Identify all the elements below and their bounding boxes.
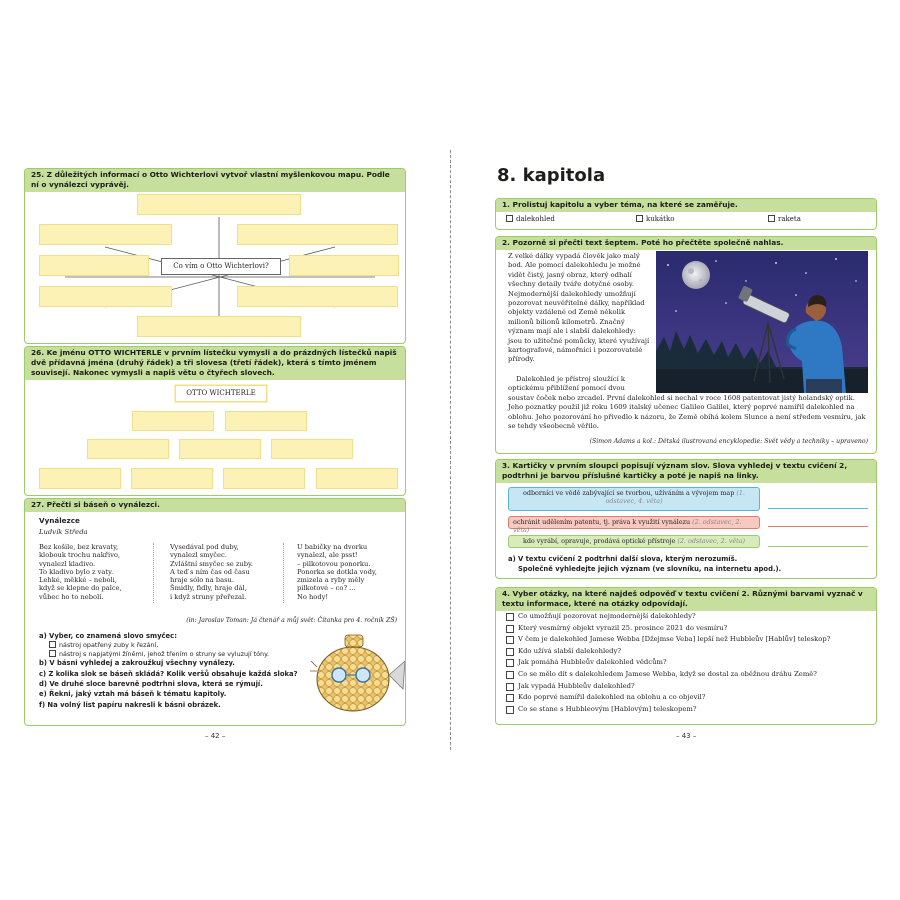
poem-stanza-1: Bez košile, bez kravaty, klobouk trochu nakřivo, vynalezl kladivo. To kladivo bylo z vaty. Lehké, měkké – neboli, když se klepne do palce, vůbec ho to nebolí. — [39, 543, 122, 601]
card-source: (2. odstavec, 2. věta) — [677, 537, 746, 545]
checkbox[interactable] — [768, 215, 775, 222]
exercise-2 — [495, 236, 877, 454]
adjective-slip[interactable] — [225, 411, 307, 431]
paragraph-2-rest: soustav čoček nebo zrcadel. První dalekohled si nechal v roce 1608 patentovat jistý holandský optik. Jeho poznatky použil již roku 1609 italský učenec Galileo Galilei, který poprvé namířil dalekohled na oblohu. Jeho pozorování ho přivedlo k názoru, že Země obíhá kolem Slunce a není středem vesmíru, jak se tehdy všeobecně věřilo. — [508, 394, 866, 431]
question-row[interactable] — [506, 657, 872, 669]
question-list — [506, 611, 872, 715]
page-number-left: – 42 – — [205, 732, 226, 740]
verb-slip[interactable] — [179, 439, 261, 459]
definition-card-red — [508, 516, 760, 535]
task-f: f) Na volný list papíru nakresli k básni obrázek. — [39, 700, 221, 709]
mind-map-box[interactable] — [39, 224, 172, 245]
task-a-option-2[interactable] — [39, 650, 319, 658]
exercise-4 — [495, 587, 877, 725]
mind-map-box[interactable] — [39, 255, 149, 276]
stanza-separator — [153, 543, 154, 603]
question-text: Jak vypadá Hubbleův dalekohled? — [518, 681, 635, 690]
verb-slip[interactable] — [271, 439, 353, 459]
exercise-1 — [495, 198, 877, 230]
mind-map-box[interactable] — [289, 255, 399, 276]
sentence-slip[interactable] — [39, 468, 121, 489]
task-c: c) Z kolika slok se báseň skládá? Kolik veršů obsahuje každá sloka? — [39, 669, 298, 678]
sentence-slip[interactable] — [316, 468, 398, 489]
task-3a — [508, 554, 781, 574]
page-number-right: – 43 – — [676, 732, 697, 740]
card-text: ochránit udělením patentu, tj. práva k využití vynálezu — [513, 518, 691, 526]
question-row[interactable] — [506, 692, 872, 704]
sentence-slip[interactable] — [131, 468, 213, 489]
definition-card-blue — [508, 487, 760, 511]
mind-map-box[interactable] — [237, 224, 398, 245]
question-text: Který vesmírný objekt vyrazil 25. prosince 2021 do vesmíru? — [518, 623, 728, 632]
option-text: nástroj opatřený zuby k řezání, — [59, 641, 159, 650]
question-text: Jak pomáhá Hubbleův dalekohled vědcům? — [518, 658, 667, 667]
checkbox[interactable] — [506, 636, 514, 644]
exercise-25-heading: 25. Z důležitých informací o Otto Wichterlovi vytvoř vlastní myšlenkovou mapu. Podle ní o vynálezci vyprávěj. — [25, 169, 405, 192]
checkbox[interactable] — [506, 613, 514, 621]
sentence-slip[interactable] — [223, 468, 305, 489]
question-text: Co se mělo dít s dalekohledem Jamese Webba, když se dostal za oběžnou dráhu Země? — [518, 669, 817, 678]
submarine-illustration — [309, 631, 406, 721]
mind-map-box[interactable] — [137, 316, 301, 337]
checkbox[interactable] — [506, 659, 514, 667]
verb-slip[interactable] — [87, 439, 169, 459]
question-row[interactable] — [506, 634, 872, 646]
checkbox[interactable] — [506, 671, 514, 679]
card-source: (1. odstavec, 4. věta) — [605, 489, 745, 506]
checkbox[interactable] — [49, 650, 56, 657]
option-text: dalekohled — [516, 215, 555, 223]
poem-stanza-3: U babičky na dvorku vynalezl, ale psst! – pilkotovou ponorku. Ponorka se dotkla vody, zmizela a ryby měly pilkotové – co? ... No hody! — [297, 543, 377, 601]
exercise-25 — [24, 168, 406, 344]
checkbox[interactable] — [506, 706, 514, 714]
text-source: (Simon Adams a kol.: Dětská ilustrovaná encyklopedie: Svět vědy a techniky – upraveno) — [589, 438, 868, 445]
mind-map-box[interactable] — [137, 194, 301, 215]
topic-option-peephole[interactable] — [636, 215, 674, 223]
topic-option-telescope[interactable] — [506, 215, 555, 223]
exercise-27-heading: 27. Přečti si báseň o vynálezci. — [25, 499, 405, 512]
checkbox[interactable] — [636, 215, 643, 222]
checkbox[interactable] — [506, 625, 514, 633]
answer-line-green[interactable] — [768, 546, 868, 547]
task-3a-line-1: a) V textu cvičení 2 podtrhni další slova, kterým nerozumíš. — [508, 555, 738, 563]
exercise-4-heading: 4. Vyber otázky, na které najdeš odpověď v textu cvičení 2. Různými barvami vyznač v textu informace, které na otázky odpovídají. — [496, 588, 876, 611]
checkbox[interactable] — [506, 683, 514, 691]
mind-map-center: Co vím o Otto Wichterlovi? — [161, 258, 281, 275]
question-text: V čem je dalekohled Jamese Webba [Džejmse Veba] lepší než Hubbleův [Hablův] teleskop? — [518, 635, 831, 644]
option-text: raketa — [778, 215, 801, 223]
question-text: Kdo poprvé namířil dalekohled na oblohu a co objevil? — [518, 693, 706, 702]
definition-card-green — [508, 535, 760, 548]
option-text: kukátko — [646, 215, 675, 223]
task-3a-line-2: Společně vyhledejte jejich význam (ve slovníku, na internetu apod.). — [518, 565, 782, 573]
task-d: d) Ve druhé sloce barevně podtrhni slova, která se rýmují. — [39, 680, 263, 689]
card-text: kdo vyrábí, opravuje, prodává optické přístroje — [522, 537, 676, 545]
exercise-26 — [24, 346, 406, 496]
poem-stanza-2: Vysedával pod duby, vynalezl smyčec. Zvláštní smyčec se zuby. A teď s ním čas od času hraje sólo na basu. Šmidly, fidly, hraje dál, i když struny přeřezal. — [170, 543, 254, 601]
poem-source: (in: Jaroslav Toman: Já čtenář a můj svět: Čítanka pro 4. ročník ZŠ) — [186, 617, 397, 624]
task-a-option-1[interactable] — [39, 641, 319, 649]
adjective-slip[interactable] — [132, 411, 214, 431]
option-text: nástroj s napjatými žíněmi, jehož třením o struny se vyluzují tóny. — [59, 649, 269, 658]
topic-option-rocket[interactable] — [768, 215, 801, 223]
task-b: b) V básni vyhledej a zakroužkuj všechny vynálezy. — [39, 659, 235, 668]
stanza-separator — [283, 543, 284, 603]
question-row[interactable] — [506, 611, 872, 623]
task-a: a) Vyber, co znamená slovo smyčec: — [39, 632, 177, 640]
exercise-1-heading: 1. Prolistuj kapitolu a vyber téma, na které se zaměřuje. — [496, 199, 876, 212]
exercise-27 — [24, 498, 406, 726]
chapter-title: 8. kapitola — [497, 165, 606, 186]
exercise-26-heading: 26. Ke jménu OTTO WICHTERLE v prvním lístečku vymysli a do prázdných lístečků napiš dvě přídavná jména (druhý řádek) a tři slovesa (třetí řádek), která s tímto jménem souvisejí. Nakonec vymysli a napiš větu o čtyřech slovech. — [25, 347, 405, 380]
answer-line-blue[interactable] — [768, 508, 868, 509]
question-row[interactable] — [506, 646, 872, 658]
exercise-3-heading: 3. Kartičky v prvním sloupci popisují význam slov. Slova vyhledej v textu cvičení 2, podtrhni je barvou příslušné kartičky a poté je napiš na linky. — [496, 460, 876, 483]
page-divider — [450, 150, 451, 750]
card-source: (2. odstavec, 2. věta) — [513, 518, 742, 535]
paragraph-2-start: Dalekohled je přístroj sloužící k optickému přiblížení pomocí dvou — [508, 375, 626, 393]
paragraph-1: Z velké dálky vypadá člověk jako malý bod. Ale pomocí dalekohledu je možné vidět čistý, jasný obraz, který odhalí všechny detaily tváře dotyčné osoby. Nejmodernější dalekohledy umožňují pozorovat neuvěřitelné dálky, například objekty vzdálené od Země několik milionů bilionů kilometrů. Značný význam mají ale i slabší dalekohledy: jsou to užitečné pomůcky, které využívají kartografové, námořníci i pozorovatelé přírody. — [508, 252, 650, 364]
card-text: odborníci ve vědě zabývající se tvorbou, užíváním a vývojem map — [523, 489, 735, 497]
question-text: Co se stane s Hubbleovým [Hablovým] teleskopem? — [518, 704, 697, 713]
poem-title: Vynálezce — [39, 516, 80, 525]
mind-map-box[interactable] — [39, 286, 172, 307]
question-text: Co umožňují pozorovat nejmodernější dalekohledy? — [518, 612, 696, 620]
checkbox[interactable] — [506, 215, 513, 222]
answer-line-red[interactable] — [768, 526, 868, 527]
task-e: e) Řekni, jaký vztah má báseň k tématu kapitoly. — [39, 690, 227, 699]
question-row[interactable] — [506, 681, 872, 693]
poem-author: Ludvík Středa — [39, 528, 88, 536]
mind-map-box[interactable] — [237, 286, 398, 307]
poem-tasks — [39, 631, 319, 710]
checkbox[interactable] — [506, 648, 514, 656]
question-row[interactable] — [506, 704, 872, 716]
question-text: Kdo užívá slabší dalekohledy? — [518, 646, 621, 655]
exercise-2-heading: 2. Pozorně si přečti text šeptem. Poté ho přečtěte společně nahlas. — [496, 237, 876, 250]
exercise-3 — [495, 459, 877, 579]
checkbox[interactable] — [506, 694, 514, 702]
name-card: OTTO WICHTERLE — [175, 385, 267, 402]
question-row[interactable] — [506, 623, 872, 635]
stargazer-illustration — [656, 251, 868, 393]
question-row[interactable] — [506, 669, 872, 681]
checkbox[interactable] — [49, 641, 56, 648]
